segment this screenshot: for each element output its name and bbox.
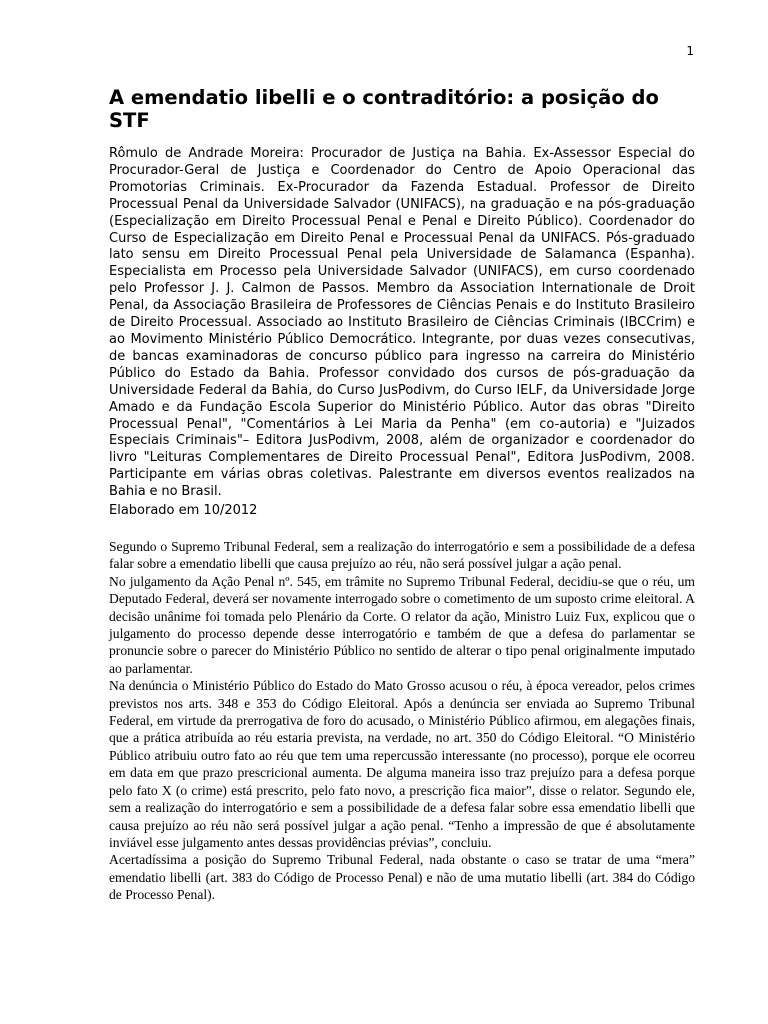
author-bio: Rômulo de Andrade Moreira: Procurador de Justiça na Bahia. Ex-Assessor Especial do Procurador-Geral de Justiça e Coordenador do Centro de Apoio Operacional das Promotorias Criminais. Ex-Procurador da Fazenda Estadual. Professor de Direito Processual Penal da Universidade Salvador (UNIFACS), na graduação e na pós-graduação (Especialização em Direito Processual Penal e Penal e Direito Público). Coordenador do Curso de Especialização em Direito Penal e Processual Penal da UNIFACS. Pós-graduado lato sensu em Direito Processual Penal pela Universidade de Salamanca (Espanha). Especialista em Processo pela Universidade Salvador (UNIFACS), em curso coordenado pelo Professor J. J. Calmon de Passos. Membro da Association Internationale de Droit Penal, da Associação Brasileira de Professores de Ciências Penais e do Instituto Brasileiro de Direito Processual. Associado ao Instituto Brasileiro de Ciências Criminais (IBCCrim) e ao Movimento Ministério Público Democrático. Integrante, por duas vezes consecutivas, de bancas examinadoras de concurso público para ingresso na carreira do Ministério Público do Estado da Bahia. Professor convidado dos cursos de pós-graduação da Universidade Federal da Bahia, do Curso JusPodivm, do Curso IELF, da Universidade Jorge Amado e da Fundação Escola Superior do Ministério Público. Autor das obras "Direito Processual Penal", "Comentários à Lei Maria da Penha" (em co-autoria) e "Juizados Especiais Criminais"– Editora JusPodivm, 2008, além de organizador e coordenador do livro "Leituras Complementares de Direito Processual Penal", Editora JusPodivm, 2008. Participante em várias obras coletivas. Palestrante em diversos eventos realizados na Bahia e no Brasil.: [109, 146, 695, 500]
body-paragraph: Na denúncia o Ministério Público do Estado do Mato Grosso acusou o réu, à época vereador, pelos crimes previstos nos arts. 348 e 353 do Código Eleitoral. Após a denúncia ser enviada ao Supremo Tribunal Federal, em virtude da prerrogativa de foro do acusado, o Ministério Público afirmou, em alegações finais, que a prática atribuída ao réu estaria prevista, na verdade, no art. 350 do Código Eleitoral. “O Ministério Público atribuiu outro fato ao réu que tem uma repercussão interessante (no processo), porque ele ocorreu em data em que prazo prescricional aumenta. De alguma maneira isso traz prejuízo para a defesa porque pelo fato X (o crime) está prescrito, pelo fato novo, a prescrição fica maior”, disse o relator. Segundo ele, sem a realização do interrogatório e sem a possibilidade de a defesa falar sobre essa emendatio libelli que causa prejuízo ao réu não será possível julgar a ação penal. “Tenho a impressão de que é absolutamente inviável esse julgamento antes dessas providências prévias”, concluiu.: [109, 678, 695, 850]
page-number: 1: [686, 44, 694, 58]
article-title: A emendatio libelli e o contraditório: a posição do STF: [109, 86, 659, 132]
body-paragraph: Acertadíssima a posição do Supremo Tribunal Federal, nada obstante o caso se tratar de uma “mera” emendatio libelli (art. 383 do Código de Processo Penal) e não de uma mutatio libelli (art. 384 do Código de Processo Penal).: [109, 852, 695, 903]
article-body: [109, 538, 695, 904]
body-paragraph: Segundo o Supremo Tribunal Federal, sem a realização do interrogatório e sem a possibilidade de a defesa falar sobre a emendatio libelli que causa prejuízo ao réu, não será possível julgar a ação penal.: [109, 539, 695, 572]
elaborated-date: Elaborado em 10/2012: [109, 503, 258, 518]
body-paragraph: No julgamento da Ação Penal nº. 545, em trâmite no Supremo Tribunal Federal, decidiu-se que o réu, um Deputado Federal, deverá ser novamente interrogado sobre o cometimento de um suposto crime eleitoral. A decisão unânime foi tomada pelo Plenário da Corte. O relator da ação, Ministro Luiz Fux, explicou que o julgamento do processo depende desse interrogatório e também de que a defesa do parlamentar se pronuncie sobre o parecer do Ministério Público no sentido de alterar o tipo penal originalmente imputado ao parlamentar.: [109, 573, 695, 676]
